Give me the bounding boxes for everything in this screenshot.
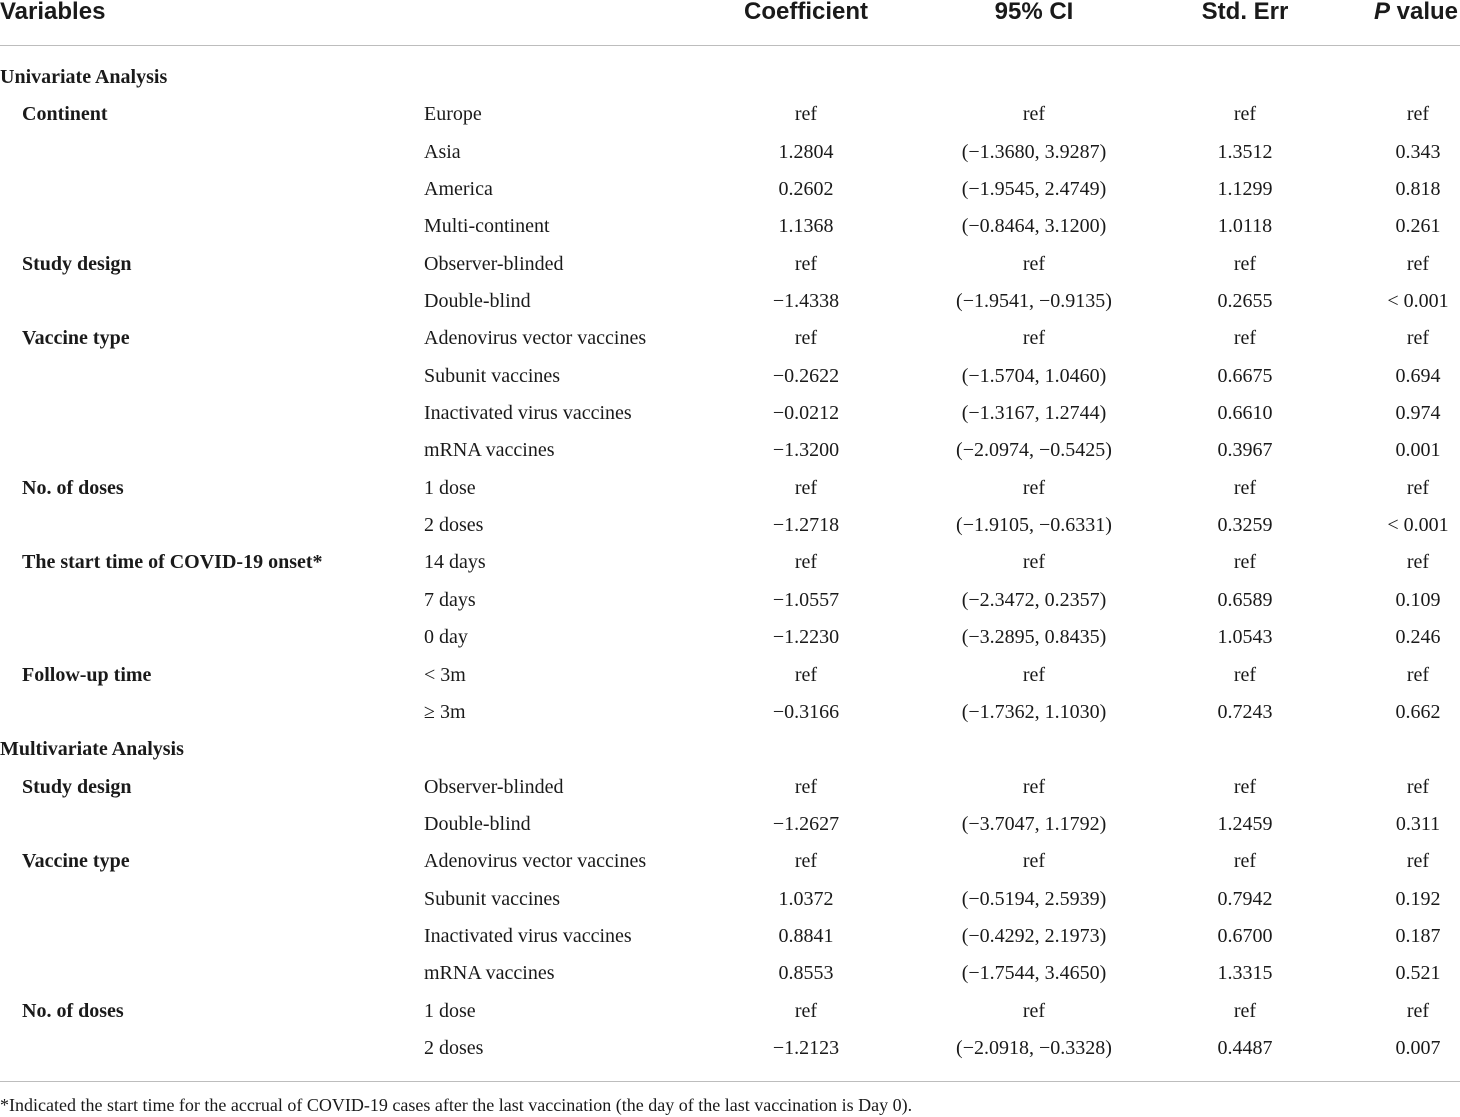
ci-cell: ref [1022, 476, 1046, 499]
ci-cell: (−3.7047, 1.1792) [961, 812, 1107, 835]
ci-cell: ref [1022, 999, 1046, 1022]
header-p-letter: P [1373, 0, 1390, 25]
ci-cell: (−1.9105, −0.6331) [956, 514, 1112, 537]
ci-cell: ref [1022, 850, 1046, 873]
section-row [0, 59, 1460, 96]
ci-cell: ref [1022, 252, 1046, 275]
std-err-cell: 1.2459 [1217, 812, 1273, 835]
header-p-value [1374, 0, 1458, 26]
table-row [0, 694, 1460, 731]
std-err-cell: ref [1233, 252, 1257, 275]
std-err-cell: ref [1233, 476, 1257, 499]
coefficient-cell: ref [794, 103, 818, 126]
p-value-cell: ref [1406, 999, 1430, 1022]
table-row [0, 843, 1460, 880]
table-row [0, 507, 1460, 544]
table-row [0, 96, 1460, 133]
variable-group: The start time of COVID-19 onset* [22, 551, 323, 574]
std-err-cell: ref [1233, 775, 1257, 798]
std-err-cell: 0.6589 [1217, 588, 1273, 611]
table-row [0, 582, 1460, 619]
p-value-cell: ref [1406, 663, 1430, 686]
p-value-cell: 0.261 [1395, 215, 1441, 238]
coefficient-cell: −1.4338 [772, 290, 840, 313]
ci-cell: ref [1022, 663, 1046, 686]
ci-cell: (−1.7544, 3.4650) [961, 962, 1107, 985]
p-value-cell: 0.343 [1395, 140, 1441, 163]
variable-level: Subunit vaccines [424, 364, 561, 387]
section-label: Multivariate Analysis [0, 738, 184, 761]
table-row [0, 881, 1460, 918]
std-err-cell: 0.3259 [1217, 514, 1273, 537]
header-p-rest: value [1389, 0, 1458, 25]
variable-level: 14 days [424, 551, 486, 574]
section-label: Univariate Analysis [0, 66, 168, 88]
std-err-cell: ref [1233, 103, 1257, 126]
std-err-cell: 0.6610 [1217, 402, 1273, 425]
p-value-cell: 0.662 [1395, 700, 1441, 723]
table-row [0, 769, 1460, 806]
ci-cell: (−0.8464, 3.1200) [961, 215, 1107, 238]
coefficient-cell: −1.3200 [772, 439, 840, 462]
ci-cell: ref [1022, 327, 1046, 350]
table-row [0, 918, 1460, 955]
variable-level: Inactivated virus vaccines [424, 924, 632, 947]
variable-level: Asia [424, 140, 461, 163]
ci-cell: ref [1022, 103, 1046, 126]
ci-cell: ref [1022, 551, 1046, 574]
std-err-cell: 0.7243 [1217, 700, 1273, 723]
p-value-cell: < 0.001 [1387, 514, 1449, 537]
table-bottom-rule [0, 1081, 1460, 1082]
variable-group: Continent [22, 103, 108, 126]
table-row [0, 208, 1460, 245]
p-value-cell: ref [1406, 850, 1430, 873]
std-err-cell: 0.3967 [1217, 439, 1273, 462]
std-err-cell: 1.3315 [1217, 962, 1273, 985]
p-value-cell: ref [1406, 551, 1430, 574]
coefficient-cell: −0.2622 [772, 364, 840, 387]
p-value-cell: 0.694 [1395, 364, 1441, 387]
ci-cell: (−1.3680, 3.9287) [961, 140, 1107, 163]
variable-level: ≥ 3m [424, 700, 466, 723]
coefficient-cell: 0.8841 [778, 924, 834, 947]
ci-cell: (−3.2895, 0.8435) [961, 626, 1107, 649]
p-value-cell: 0.521 [1395, 962, 1441, 985]
variable-level: America [424, 178, 493, 201]
std-err-cell: ref [1233, 850, 1257, 873]
coefficient-cell: ref [794, 663, 818, 686]
ci-cell: (−1.9545, 2.4749) [961, 178, 1107, 201]
table-row [0, 320, 1460, 357]
variable-level: Multi-continent [424, 215, 550, 238]
variable-level: 1 dose [424, 999, 476, 1022]
ci-cell: (−2.3472, 0.2357) [961, 588, 1107, 611]
variable-level: mRNA vaccines [424, 962, 555, 985]
p-value-cell: 0.246 [1395, 626, 1441, 649]
coefficient-cell: ref [794, 252, 818, 275]
std-err-cell: 0.6700 [1217, 924, 1273, 947]
variable-level: Adenovirus vector vaccines [424, 327, 647, 350]
variable-level: Observer-blinded [424, 252, 564, 275]
std-err-cell: 1.0118 [1217, 215, 1273, 238]
std-err-cell: ref [1233, 551, 1257, 574]
p-value-cell: 0.001 [1395, 439, 1441, 462]
variable-group: Study design [22, 252, 132, 275]
table-body [0, 59, 1460, 1067]
p-value-cell: 0.109 [1395, 588, 1441, 611]
p-value-cell: 0.974 [1395, 402, 1441, 425]
ci-cell: (−1.7362, 1.1030) [961, 700, 1107, 723]
p-value-cell: < 0.001 [1387, 290, 1449, 313]
variable-level: Observer-blinded [424, 775, 564, 798]
table-row [0, 134, 1460, 171]
std-err-cell: ref [1233, 663, 1257, 686]
coefficient-cell: 1.0372 [778, 887, 834, 910]
variable-level: Double-blind [424, 290, 531, 313]
variable-group: Vaccine type [22, 850, 130, 873]
ci-cell: (−1.9541, −0.9135) [956, 290, 1112, 313]
table-row [0, 283, 1460, 320]
section-row [0, 731, 1460, 768]
coefficient-cell: −0.3166 [772, 700, 840, 723]
variable-level: Subunit vaccines [424, 887, 561, 910]
std-err-cell: 0.7942 [1217, 887, 1273, 910]
variable-level: Europe [424, 103, 482, 126]
table-row [0, 470, 1460, 507]
std-err-cell: 0.6675 [1217, 364, 1273, 387]
variable-level: 7 days [424, 588, 476, 611]
header-coefficient: Coefficient [743, 0, 869, 25]
table-row [0, 358, 1460, 395]
table-row [0, 432, 1460, 469]
table-row [0, 806, 1460, 843]
variable-level: 1 dose [424, 476, 476, 499]
coefficient-cell: 1.1368 [778, 215, 834, 238]
coefficient-cell: 1.2804 [778, 140, 834, 163]
std-err-cell: 0.2655 [1217, 290, 1273, 313]
coefficient-cell: ref [794, 476, 818, 499]
ci-cell: (−0.5194, 2.5939) [961, 887, 1107, 910]
ci-cell: (−1.3167, 1.2744) [961, 402, 1107, 425]
p-value-cell: 0.818 [1395, 178, 1441, 201]
coefficient-cell: ref [794, 327, 818, 350]
coefficient-cell: −1.2718 [772, 514, 840, 537]
table-row [0, 246, 1460, 283]
p-value-cell: 0.007 [1395, 1036, 1441, 1059]
variable-level: Adenovirus vector vaccines [424, 850, 647, 873]
table-row [0, 619, 1460, 656]
table-row [0, 544, 1460, 581]
header-ci: 95% CI [994, 0, 1074, 25]
variable-level: Inactivated virus vaccines [424, 402, 632, 425]
table-header [0, 0, 1460, 46]
table-row [0, 1030, 1460, 1067]
variable-level: 2 doses [424, 514, 484, 537]
std-err-cell: 0.4487 [1217, 1036, 1273, 1059]
ci-cell: (−0.4292, 2.1973) [961, 924, 1107, 947]
coefficient-cell: −1.0557 [772, 588, 840, 611]
ci-cell: (−1.5704, 1.0460) [961, 364, 1107, 387]
std-err-cell: 1.0543 [1217, 626, 1273, 649]
p-value-cell: ref [1406, 775, 1430, 798]
variable-group: No. of doses [22, 999, 124, 1022]
table-row [0, 657, 1460, 694]
variable-group: Vaccine type [22, 327, 130, 350]
std-err-cell: 1.3512 [1217, 140, 1273, 163]
p-value-cell: ref [1406, 252, 1430, 275]
coefficient-cell: −0.0212 [772, 402, 840, 425]
p-value-cell: ref [1406, 476, 1430, 499]
ci-cell: (−2.0918, −0.3328) [956, 1036, 1112, 1059]
std-err-cell: ref [1233, 327, 1257, 350]
variable-level: 0 day [424, 626, 468, 649]
coefficient-cell: ref [794, 551, 818, 574]
coefficient-cell: ref [794, 850, 818, 873]
header-variables: Variables [0, 0, 106, 25]
footnote: *Indicated the start time for the accrual of COVID-19 cases after the last vaccination (the day of the last vaccination is Day 0). [0, 1095, 913, 1115]
coefficient-cell: −1.2230 [772, 626, 840, 649]
table-row [0, 993, 1460, 1030]
variable-level: mRNA vaccines [424, 439, 555, 462]
header-std-err: Std. Err [1201, 0, 1289, 25]
table-row [0, 955, 1460, 992]
variable-group: No. of doses [22, 476, 124, 499]
p-value-cell: ref [1406, 103, 1430, 126]
coefficient-cell: −1.2123 [772, 1036, 840, 1059]
ci-cell: ref [1022, 775, 1046, 798]
std-err-cell: 1.1299 [1217, 178, 1273, 201]
table-row [0, 171, 1460, 208]
variable-level: 2 doses [424, 1036, 484, 1059]
coefficient-cell: −1.2627 [772, 812, 840, 835]
variable-group: Follow-up time [22, 663, 152, 686]
ci-cell: (−2.0974, −0.5425) [956, 439, 1112, 462]
p-value-cell: ref [1406, 327, 1430, 350]
variable-level: < 3m [424, 663, 466, 686]
variable-level: Double-blind [424, 812, 531, 835]
table-row [0, 395, 1460, 432]
std-err-cell: ref [1233, 999, 1257, 1022]
p-value-cell: 0.311 [1395, 812, 1441, 835]
p-value-cell: 0.192 [1395, 887, 1441, 910]
coefficient-cell: 0.2602 [778, 178, 834, 201]
coefficient-cell: ref [794, 775, 818, 798]
p-value-cell: 0.187 [1395, 924, 1441, 947]
coefficient-cell: 0.8553 [778, 962, 834, 985]
coefficient-cell: ref [794, 999, 818, 1022]
variable-group: Study design [22, 775, 132, 798]
